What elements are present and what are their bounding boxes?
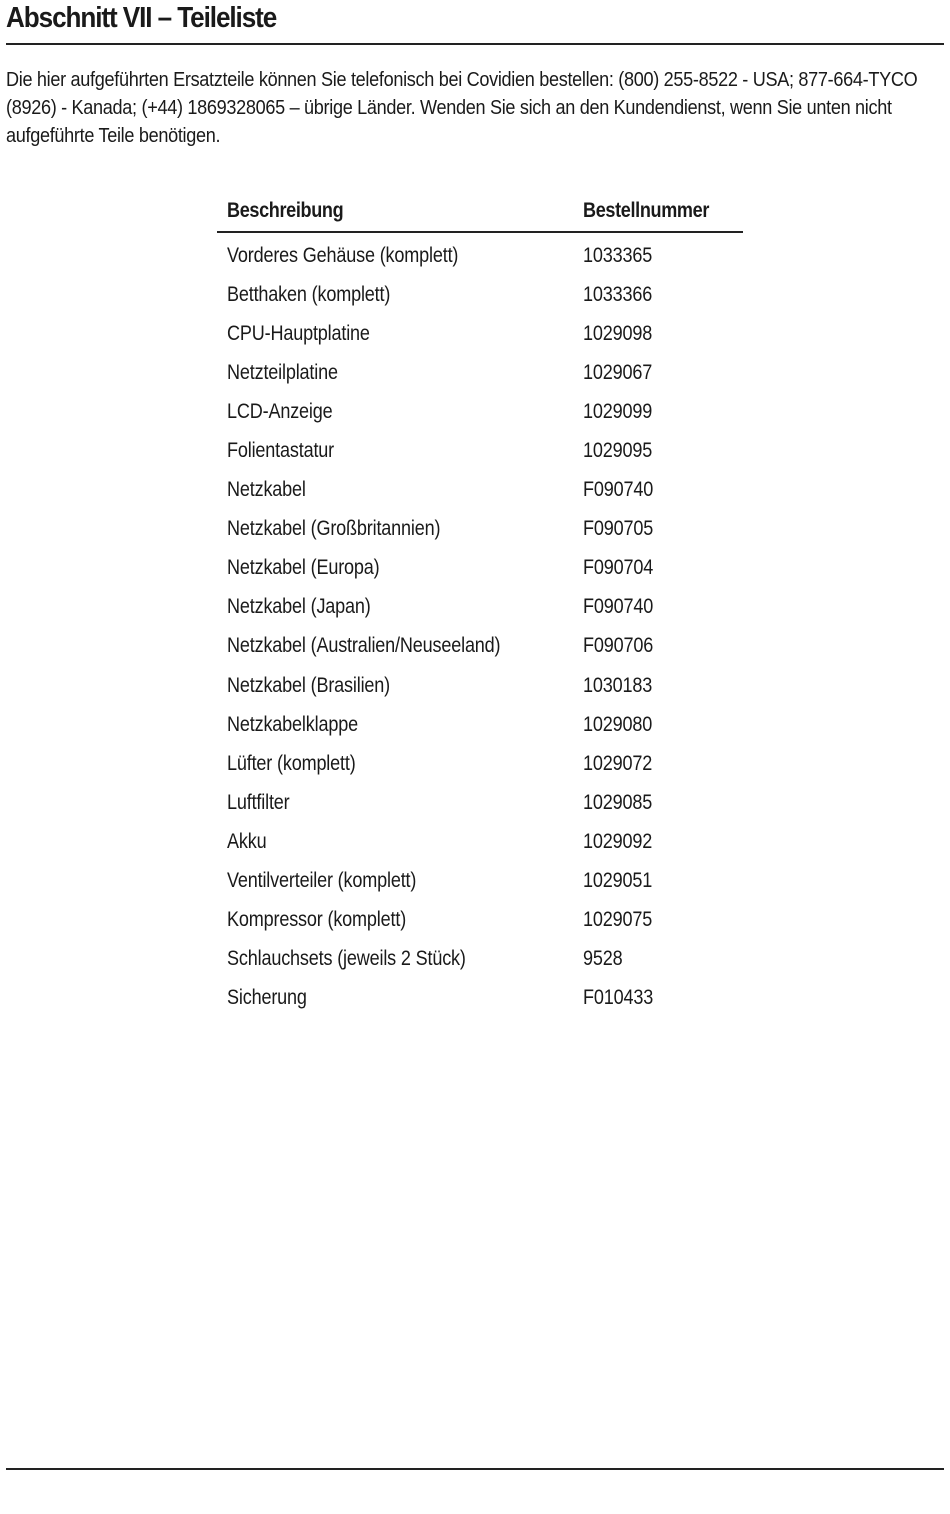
part-description: Netzkabel (Japan) (227, 595, 371, 619)
table-row (217, 350, 743, 389)
part-description: Lüfter (komplett) (227, 751, 356, 775)
part-description: Folientastatur (227, 439, 335, 463)
table-row (217, 741, 743, 780)
part-order-number: 1029095 (583, 439, 653, 463)
page-title: Abschnitt VII – Teileliste (6, 2, 277, 34)
table-row (217, 819, 743, 858)
part-order-number: 1029080 (583, 712, 653, 736)
part-description: Netzteilplatine (227, 360, 338, 384)
table-row (217, 780, 743, 819)
part-description: Luftfilter (227, 790, 290, 814)
table-header-row (217, 196, 743, 232)
part-description: Vorderes Gehäuse (komplett) (227, 243, 459, 267)
part-description: Netzkabel (Australien/Neuseeland) (227, 634, 501, 658)
part-description: Ventilverteiler (komplett) (227, 869, 417, 893)
part-order-number: 1029051 (583, 869, 653, 893)
part-order-number: 1030183 (583, 673, 653, 697)
part-description: LCD-Anzeige (227, 399, 333, 423)
part-order-number: F090704 (583, 556, 654, 580)
part-order-number: F010433 (583, 986, 654, 1010)
column-header-order-number: Bestellnummer (583, 196, 743, 232)
part-description: Netzkabel (Europa) (227, 556, 380, 580)
table-row (217, 702, 743, 741)
part-order-number: F090706 (583, 634, 654, 658)
part-order-number: 1029099 (583, 399, 653, 423)
part-description: Schlauchsets (jeweils 2 Stück) (227, 947, 466, 971)
part-description: Netzkabelklappe (227, 712, 358, 736)
parts-table (217, 196, 743, 1015)
part-description: Akku (227, 829, 267, 853)
part-description: Sicherung (227, 986, 307, 1010)
table-row (217, 507, 743, 546)
table-row (217, 937, 743, 976)
table-row (217, 468, 743, 507)
table-row (217, 311, 743, 350)
table-row (217, 624, 743, 663)
table-row (217, 585, 743, 624)
part-order-number: F090740 (583, 478, 654, 502)
part-description: Kompressor (komplett) (227, 908, 407, 932)
part-order-number: 1029072 (583, 751, 653, 775)
table-row (217, 546, 743, 585)
part-order-number: 1029067 (583, 360, 653, 384)
column-header-description: Beschreibung (217, 196, 583, 232)
part-order-number: 1033365 (583, 243, 653, 267)
part-order-number: 1033366 (583, 282, 653, 306)
part-order-number: 1029075 (583, 908, 653, 932)
table-row (217, 663, 743, 702)
part-order-number: 1029092 (583, 829, 653, 853)
part-description: Netzkabel (227, 478, 306, 502)
part-description: CPU-Hauptplatine (227, 321, 370, 345)
table-row (217, 232, 743, 272)
part-order-number: F090740 (583, 595, 654, 619)
table-row (217, 272, 743, 311)
table-row (217, 976, 743, 1015)
part-description: Betthaken (komplett) (227, 282, 391, 306)
part-description: Netzkabel (Brasilien) (227, 673, 391, 697)
table-row (217, 389, 743, 428)
part-order-number: 1029085 (583, 790, 653, 814)
part-description: Netzkabel (Großbritannien) (227, 517, 441, 541)
table-row (217, 859, 743, 898)
table-row (217, 898, 743, 937)
part-order-number: F090705 (583, 517, 654, 541)
title-divider (6, 43, 944, 45)
footer-divider (6, 1468, 944, 1470)
part-order-number: 9528 (583, 947, 623, 971)
table-row (217, 428, 743, 467)
part-order-number: 1029098 (583, 321, 653, 345)
intro-paragraph: Die hier aufgeführten Ersatzteile können Sie telefonisch bei Covidien bestellen: (800) 255-8522 - USA; 877-664-TYCO (8926) - Kanada; (+44) 1869328065 – übrige Länder. Wenden Sie sich an den Kundendienst, wenn Sie unten nicht aufgeführte Teile benötigen. (6, 69, 918, 147)
